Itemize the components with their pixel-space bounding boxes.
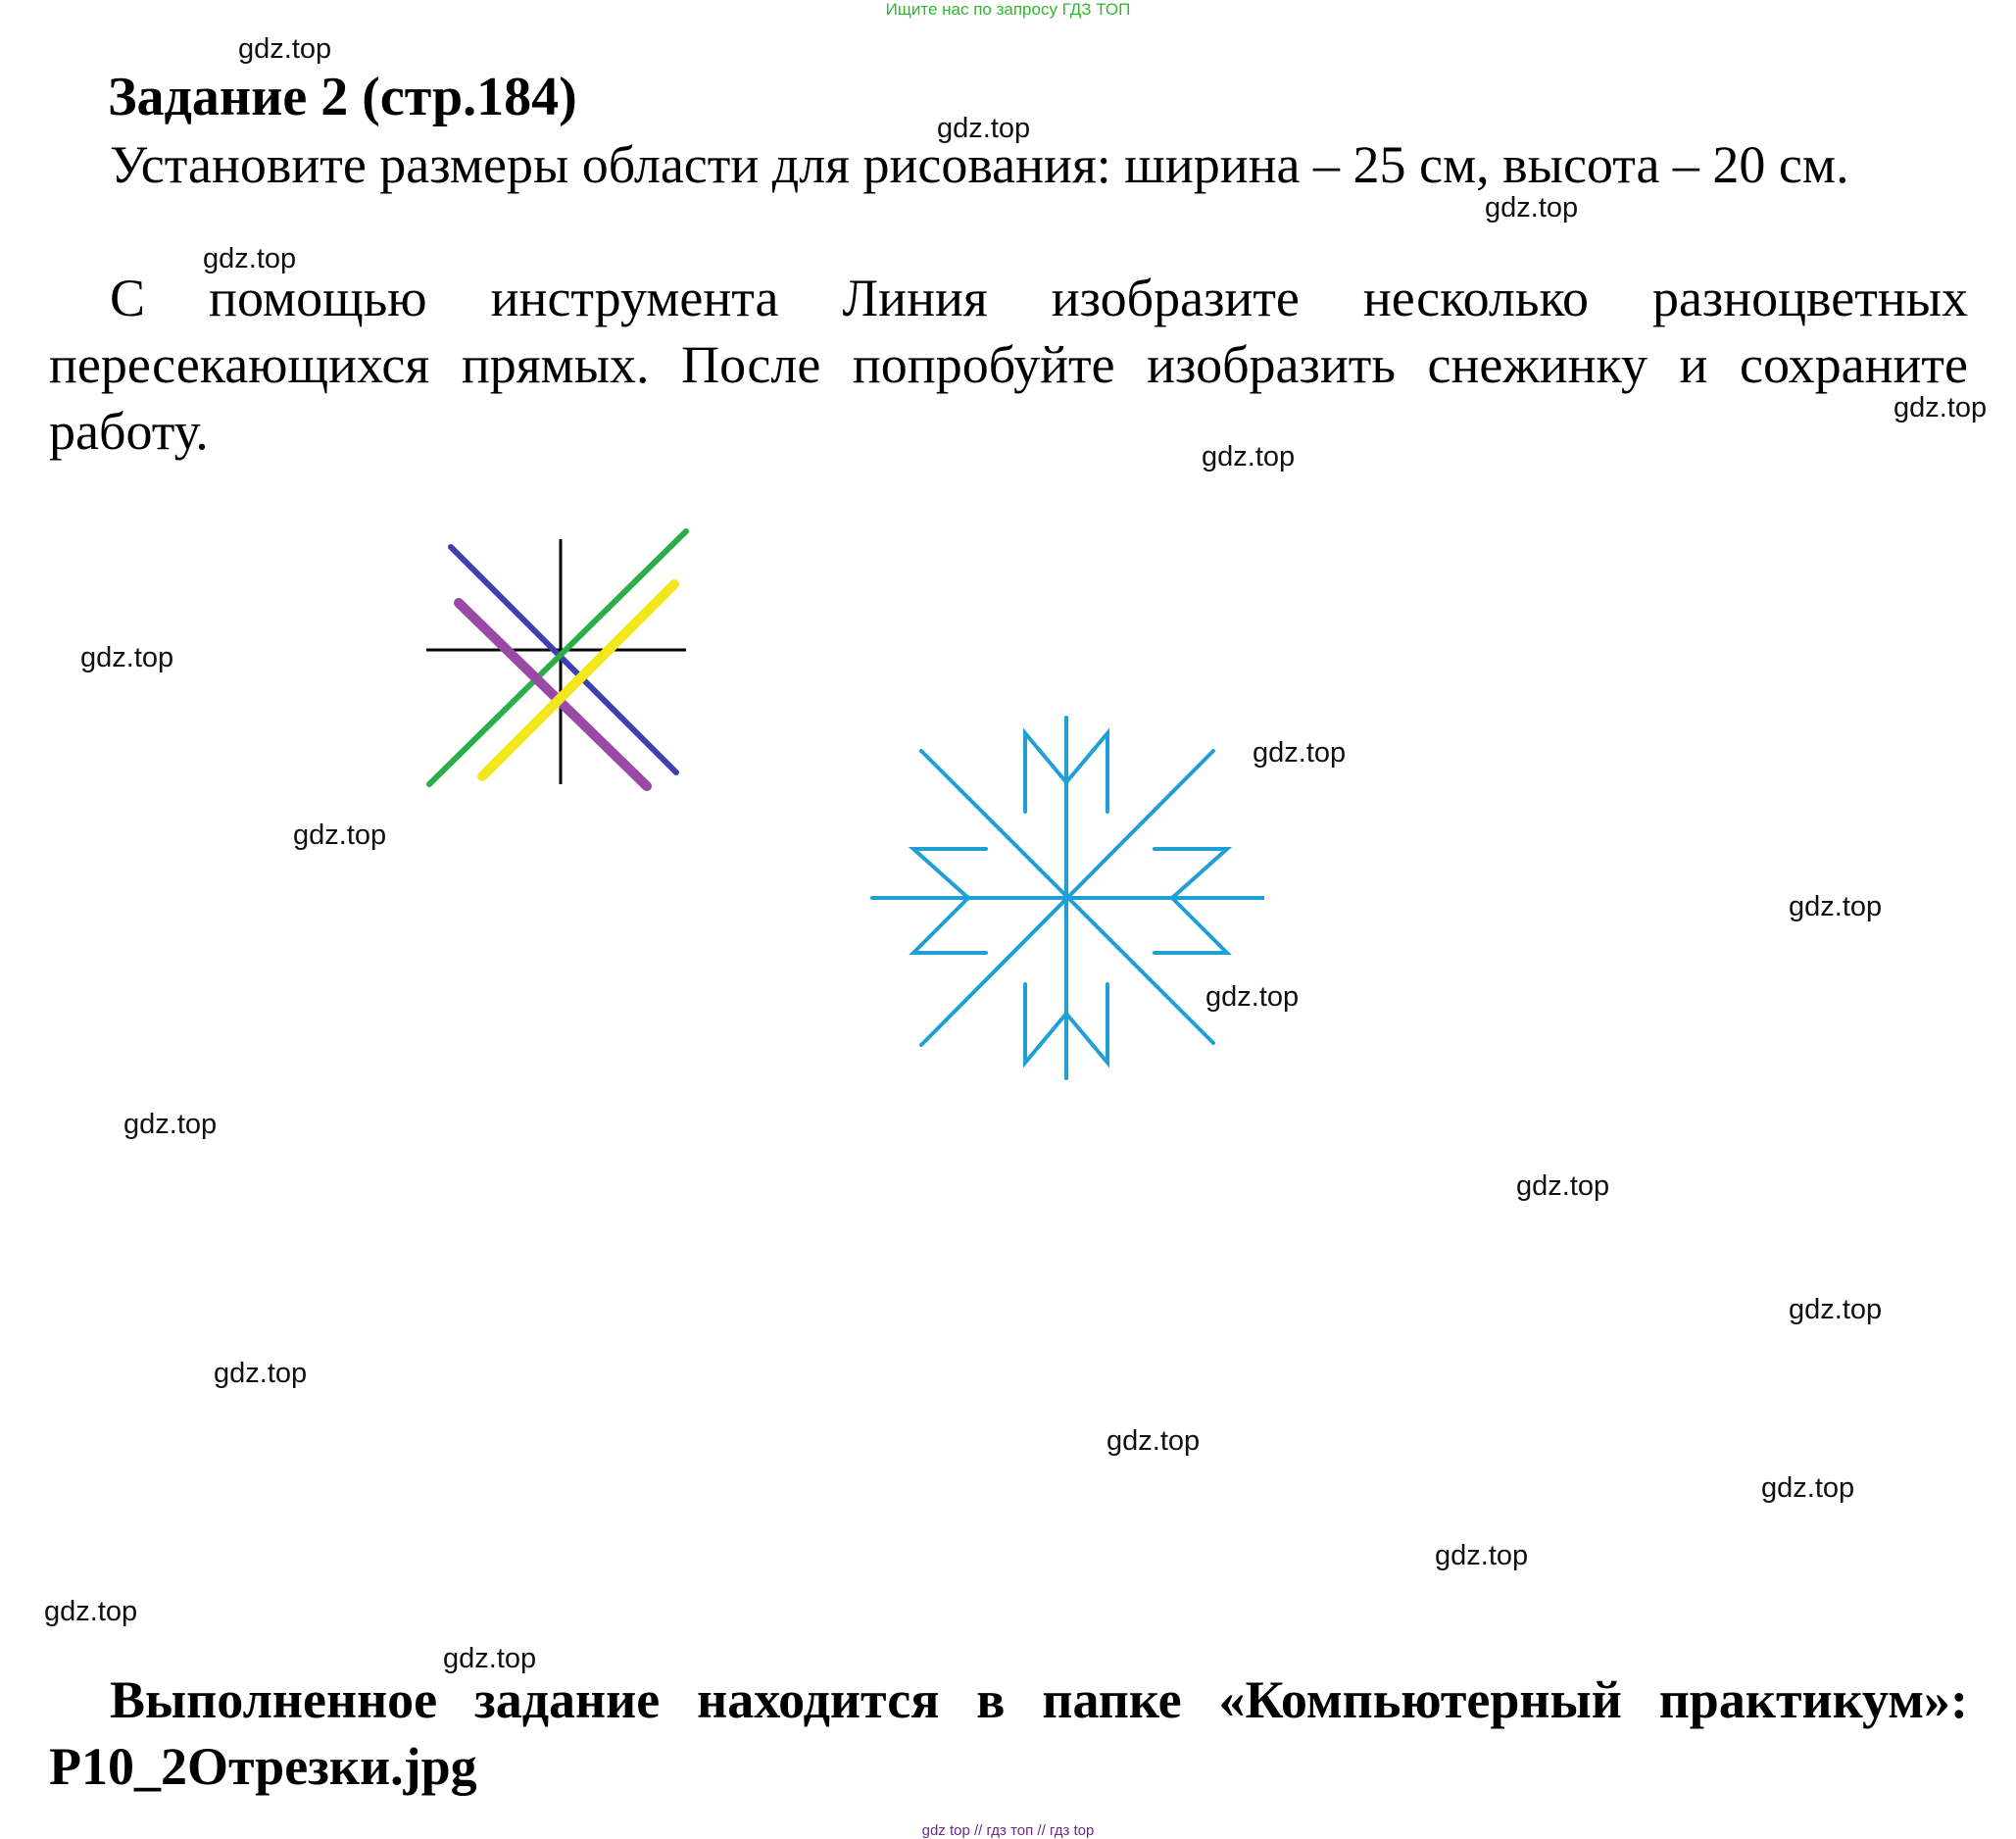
watermark: gdz.top	[293, 820, 387, 851]
watermark: gdz.top	[443, 1643, 537, 1674]
snowflake-figure	[853, 706, 1264, 1088]
watermark: gdz.top	[1893, 392, 1988, 423]
watermark: gdz.top	[1435, 1540, 1529, 1571]
watermark: gdz.top	[80, 642, 174, 673]
watermark: gdz.top	[937, 113, 1031, 144]
watermark: gdz.top	[1202, 441, 1296, 472]
top-banner[interactable]: Ищите нас по запросу ГДЗ ТОП	[885, 0, 1131, 19]
watermark: gdz.top	[1485, 192, 1579, 224]
watermark: gdz.top	[1516, 1170, 1610, 1202]
watermark: gdz.top	[1106, 1425, 1201, 1457]
watermark: gdz.top	[1761, 1472, 1855, 1504]
watermark: gdz.top	[123, 1109, 218, 1140]
watermark: gdz.top	[1253, 737, 1347, 769]
watermark: gdz.top	[203, 243, 297, 274]
intersecting-lines-figure	[412, 520, 696, 804]
task-heading: Задание 2 (стр.184)	[108, 67, 577, 127]
snowflake-arrow-left	[913, 849, 986, 953]
watermark: gdz.top	[1789, 891, 1883, 922]
watermark: gdz.top	[214, 1358, 308, 1389]
watermark: gdz.top	[1205, 981, 1300, 1013]
snowflake-arrow-right	[1155, 849, 1227, 953]
watermark: gdz.top	[1789, 1294, 1883, 1325]
footer-links[interactable]: gdz top // гдз топ // гдз top	[921, 1822, 1095, 1839]
watermark: gdz.top	[44, 1596, 138, 1627]
task-paragraph-1: Установите размеры области для рисования: ширина – 25 см, высота – 20 см.	[110, 135, 1849, 194]
purple-diagonal-line	[459, 603, 647, 786]
watermark: gdz.top	[238, 33, 332, 65]
yellow-diagonal-line	[482, 584, 674, 776]
task-paragraph-2: С помощью инструмента Линия изобразите несколько разноцветных пересекающихся прямых. После попробуйте изобразить снежинку и сохраните работу.	[49, 269, 1968, 461]
result-note: Выполненное задание находится в папке «Компьютерный практикум»: Р10_2Отрезки.jpg	[49, 1670, 1968, 1796]
blue-diagonal-line	[451, 547, 676, 772]
